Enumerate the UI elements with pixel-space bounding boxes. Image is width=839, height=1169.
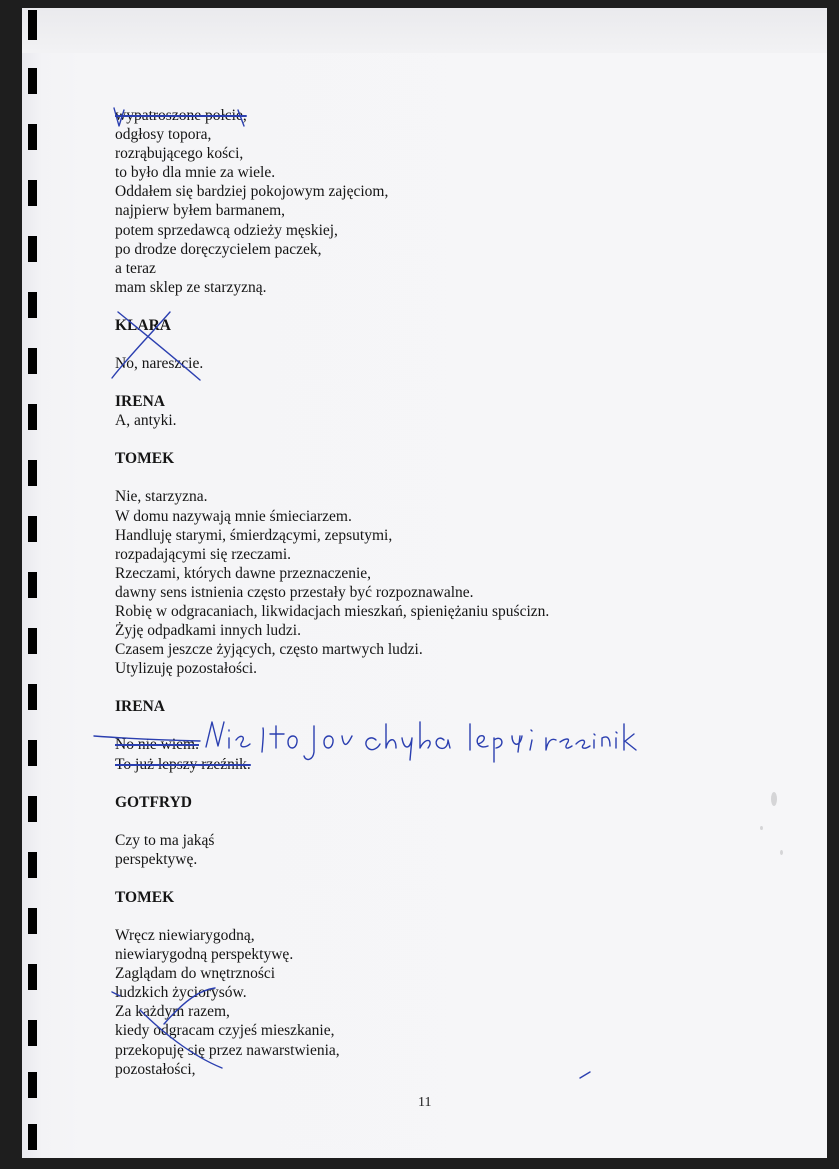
dialogue-line: przekopuję się przez nawarstwienia, — [115, 1041, 340, 1059]
speaker-name: TOMEK — [115, 450, 175, 468]
dialogue-line: Zaglądam do wnętrzności — [115, 965, 276, 983]
dialogue-line: najpierw byłem barmanem, — [115, 202, 286, 220]
dialogue-line: wypatroszone połcie, — [115, 107, 247, 124]
speaker-name: KLARA — [115, 316, 171, 334]
dialogue-line: to było dla mnie za wiele. — [115, 164, 276, 182]
speaker-name: GOTFRYD — [115, 793, 192, 811]
binding-mark — [28, 852, 37, 878]
dialogue-line: Rzeczami, których dawne przeznaczenie, — [115, 564, 372, 582]
dialogue-line: mam sklep ze starzyzną. — [115, 278, 267, 296]
binding-mark — [28, 1020, 37, 1046]
binding-mark — [28, 404, 37, 430]
binding-mark — [28, 460, 37, 486]
dialogue-line: perspektywę. — [115, 850, 198, 868]
dialogue-line: Nie, starzyzna. — [115, 488, 208, 506]
dialogue-line: To już lepszy rzeźnik. — [115, 755, 251, 773]
dialogue-line: Handluję starymi, śmierdzącymi, zepsutymi, — [115, 526, 393, 544]
dialogue-line: ludzkich życiorysów. — [115, 984, 247, 1002]
dialogue-line: Robię w odgracaniach, likwidacjach mieszkań, spieniężaniu spuścizn. — [115, 602, 550, 620]
binding-mark — [28, 292, 37, 318]
binding-mark — [28, 124, 37, 150]
dialogue-line: Żyję odpadkami innych ludzi. — [115, 622, 301, 640]
script-text — [115, 106, 775, 1079]
dialogue-line: A, antyki. — [115, 412, 177, 430]
binding-mark — [28, 1124, 37, 1150]
binding-mark — [28, 1072, 37, 1098]
dialogue-line: Oddałem się bardziej pokojowym zajęciom, — [115, 183, 389, 201]
dialogue-line: W domu nazywają mnie śmieciarzem. — [115, 507, 352, 525]
dialogue-line: rozrąbującego kości, — [115, 145, 244, 163]
binding-mark — [28, 964, 37, 990]
dialogue-line: po drodze doręczycielem paczek, — [115, 240, 322, 258]
dialogue-line: Wręcz niewiarygodną, — [115, 927, 255, 944]
speaker-name: TOMEK — [115, 888, 175, 906]
binding-mark — [28, 796, 37, 822]
binding-mark — [28, 740, 37, 766]
paper-top-shadow — [22, 8, 827, 53]
binding-mark — [28, 684, 37, 710]
binding-mark — [28, 10, 37, 40]
dialogue-line: No, nareszcie. — [115, 355, 204, 373]
binding-mark — [28, 236, 37, 262]
binding-mark — [28, 628, 37, 654]
binding-mark — [28, 516, 37, 542]
dialogue-line: niewiarygodną perspektywę. — [115, 946, 294, 964]
dialogue-line: rozpadającymi się rzeczami. — [115, 545, 291, 563]
dialogue-line: pozostałości, — [115, 1060, 196, 1078]
dialogue-line: Czy to ma jakąś — [115, 831, 215, 849]
dialogue-line: potem sprzedawcą odzieży męskiej, — [115, 221, 338, 239]
dialogue-line: dawny sens istnienia często przestały być rozpoznawalne. — [115, 583, 474, 601]
dialogue-line: kiedy odgracam czyjeś mieszkanie, — [115, 1022, 335, 1040]
dialogue-line: Utylizuję pozostałości. — [115, 660, 258, 678]
page-number: 11 — [418, 1095, 432, 1110]
dialogue-line: a teraz — [115, 259, 156, 277]
dialogue-line: No nie wiem. — [115, 736, 199, 754]
speaker-name: IRENA — [115, 698, 165, 716]
binding-mark — [28, 68, 37, 94]
binding-mark — [28, 348, 37, 374]
dialogue-line: odgłosy topora, — [115, 126, 212, 144]
dialogue-line: Czasem jeszcze żyjących, często martwych ludzi. — [115, 641, 423, 659]
dialogue-line: Za każdym razem, — [115, 1003, 230, 1021]
binding-mark — [28, 572, 37, 598]
binding-mark — [28, 180, 37, 206]
scan-smudge — [780, 850, 783, 855]
binding-mark — [28, 908, 37, 934]
speaker-name: IRENA — [115, 393, 165, 411]
